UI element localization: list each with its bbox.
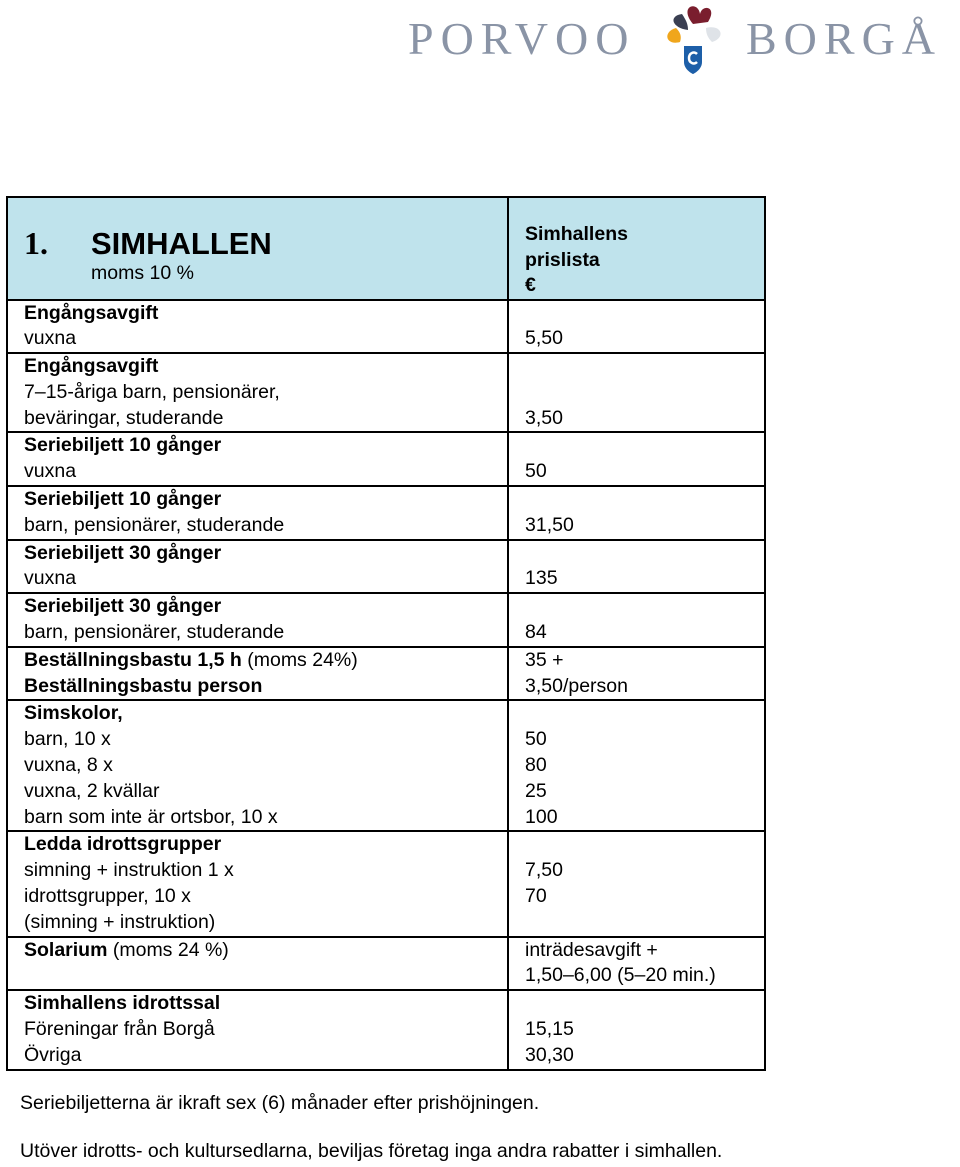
price-value: 25	[525, 779, 547, 802]
description-line: barn, pensionärer, studerande	[24, 621, 285, 644]
section-title: SIMHALLEN	[91, 226, 272, 261]
item-description	[7, 486, 508, 540]
description-line: idrottsgrupper, 10 x	[24, 885, 191, 908]
description-line: Seriebiljett 10 gånger	[24, 488, 222, 511]
item-description	[7, 593, 508, 647]
item-description	[7, 540, 508, 594]
price-value: 30,30	[525, 1043, 574, 1066]
description-line: (simning + instruktion)	[24, 910, 216, 933]
description-line: vuxna	[24, 567, 77, 590]
description-line: Seriebiljett 10 gånger	[24, 434, 222, 457]
price-value: 5,50	[525, 327, 563, 350]
table-row	[7, 593, 765, 647]
description-line: vuxna	[24, 327, 77, 350]
description-line	[24, 963, 507, 989]
item-price	[508, 353, 765, 432]
description-line: vuxna	[24, 460, 77, 483]
price-value: 80	[525, 754, 547, 777]
section-subtitle: moms 10 %	[91, 262, 194, 284]
item-price	[508, 300, 765, 354]
description-line: Solarium (moms 24 %)	[24, 938, 229, 961]
section-title-cell	[91, 197, 508, 300]
price-column-header	[508, 197, 765, 300]
table-row	[7, 432, 765, 486]
item-description	[7, 990, 508, 1069]
item-price	[508, 937, 765, 991]
price-value: 1,50–6,00 (5–20 min.)	[525, 964, 716, 987]
price-value: 15,15	[525, 1018, 574, 1041]
price-value: 3,50/person	[525, 674, 628, 697]
table-row	[7, 700, 765, 831]
description-line: Simhallens idrottssal	[24, 992, 221, 1015]
note-series-tickets: Seriebiljetterna är ikraft sex (6) månader efter prishöjningen.	[20, 1092, 540, 1114]
price-value: 135	[525, 567, 558, 590]
item-price	[508, 990, 765, 1069]
price-value: 3,50	[525, 406, 563, 429]
price-value: 31,50	[525, 513, 574, 536]
item-description	[7, 937, 508, 991]
currency-symbol: €	[525, 274, 536, 296]
logo-emblem-icon	[658, 2, 728, 76]
table-row	[7, 300, 765, 354]
price-header-line: Simhallens	[525, 223, 628, 245]
description-line: beväringar, studerande	[24, 406, 224, 429]
description-line: barn, 10 x	[24, 728, 111, 751]
price-list-table	[6, 196, 766, 1071]
item-price	[508, 700, 765, 831]
item-description	[7, 300, 508, 354]
price-value: 84	[525, 621, 547, 644]
description-line: vuxna, 8 x	[24, 754, 113, 777]
item-price	[508, 593, 765, 647]
price-value: 35 +	[525, 648, 564, 671]
price-value: 100	[525, 805, 558, 828]
item-description	[7, 432, 508, 486]
table-row	[7, 937, 765, 991]
table-row	[7, 540, 765, 594]
price-value: 70	[525, 885, 547, 908]
description-line: Simskolor,	[24, 702, 123, 725]
item-price	[508, 540, 765, 594]
table-row	[7, 486, 765, 540]
table-row	[7, 353, 765, 432]
section-number: 1.	[24, 225, 48, 261]
price-value: 50	[525, 460, 547, 483]
item-price	[508, 647, 765, 701]
section-number-cell	[7, 197, 91, 300]
description-line: barn, pensionärer, studerande	[24, 513, 285, 536]
description-line: Föreningar från Borgå	[24, 1018, 215, 1041]
price-header-line: prislista	[525, 248, 600, 271]
description-line: Engångsavgift	[24, 355, 159, 378]
item-price	[508, 831, 765, 936]
logo-word-porvoo: PORVOO	[408, 13, 636, 64]
item-description	[7, 353, 508, 432]
price-value: 50	[525, 728, 547, 751]
porvoo-borga-logo	[408, 2, 960, 76]
description-line: Engångsavgift	[24, 301, 159, 324]
item-description	[7, 831, 508, 936]
item-description	[7, 647, 508, 701]
description-line: simning + instruktion 1 x	[24, 859, 234, 882]
item-price	[508, 432, 765, 486]
description-line: Seriebiljett 30 gånger	[24, 595, 222, 618]
description-line: Beställningsbastu 1,5 h (moms 24%)	[24, 648, 358, 671]
price-value: inträdesavgift +	[525, 938, 658, 961]
logo-word-borga: BORGÅ	[746, 13, 943, 64]
table-row	[7, 990, 765, 1069]
description-line: vuxna, 2 kvällar	[24, 779, 160, 802]
description-line: Seriebiljett 30 gånger	[24, 541, 222, 564]
table-row	[7, 831, 765, 936]
price-value	[525, 910, 764, 936]
note-discounts: Utöver idrotts- och kultursedlarna, beviljas företag inga andra rabatter i simhallen.	[20, 1140, 723, 1162]
table-header-row	[7, 197, 765, 300]
description-line: 7–15-åriga barn, pensionärer,	[24, 380, 280, 403]
table-row	[7, 647, 765, 701]
description-line: Ledda idrottsgrupper	[24, 833, 222, 856]
description-line: Beställningsbastu person	[24, 674, 263, 697]
description-line: Övriga	[24, 1043, 82, 1066]
item-price	[508, 486, 765, 540]
price-value: 7,50	[525, 859, 563, 882]
item-description	[7, 700, 508, 831]
description-line: barn som inte är ortsbor, 10 x	[24, 805, 278, 828]
